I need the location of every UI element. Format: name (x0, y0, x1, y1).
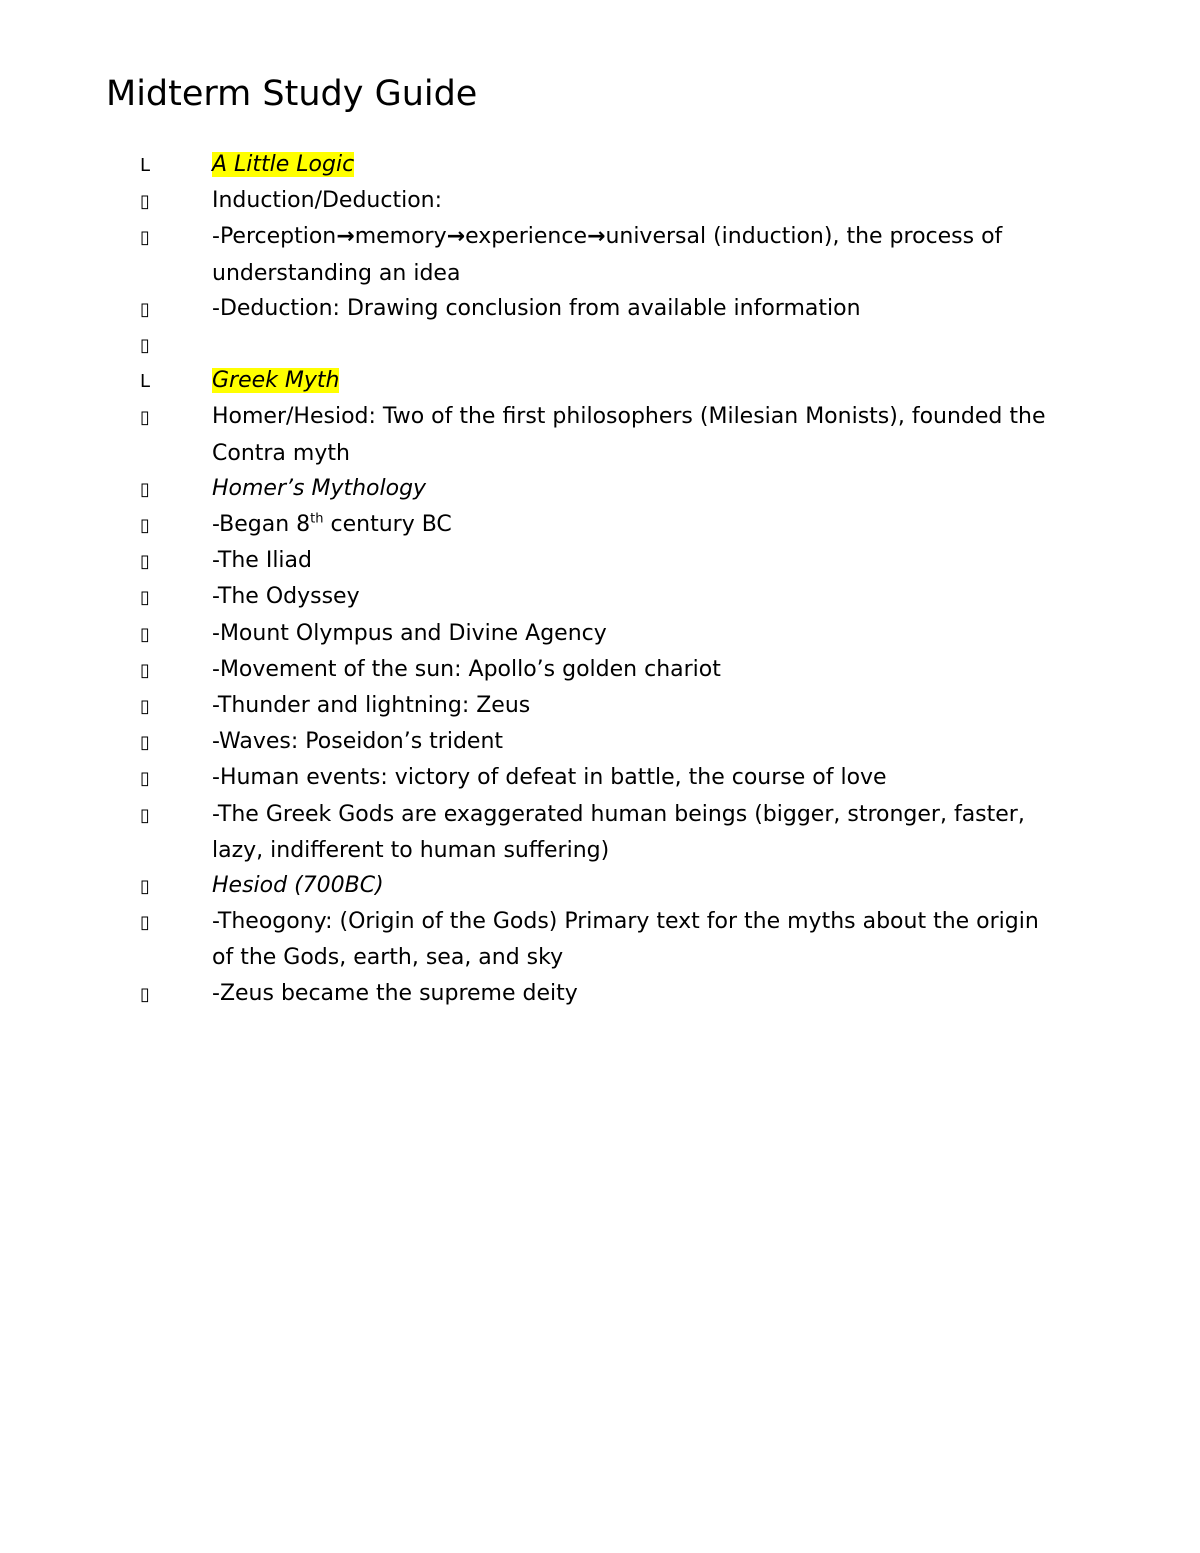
list-item: ▯ -Movement of the sun: Apollo’s golden chariot (140, 652, 1060, 688)
bullet-icon: ▯ (140, 876, 150, 898)
bullet-icon: ▯ (140, 191, 150, 213)
bullet-icon: ▯ (140, 551, 150, 573)
study-guide-body (140, 147, 1060, 1012)
list-item: ▯ -Zeus became the supreme deity (140, 976, 1060, 1012)
bullet-icon: ▯ (140, 227, 150, 249)
subsection-heading: ▯ Hesiod (700BC) (140, 868, 1060, 904)
bullet-icon: ▯ (140, 983, 150, 1005)
section-heading: L Greek Myth (140, 363, 1060, 399)
bullet-icon: ▯ (140, 696, 150, 718)
list-item: ▯ -Deduction: Drawing conclusion from available information (140, 291, 1060, 327)
subsection-heading: ▯ Homer’s Mythology (140, 471, 1060, 507)
list-item: ▯ -The Odyssey (140, 579, 1060, 615)
list-item: ▯ -Began 8th century BC (140, 507, 1060, 543)
page-title: Midterm Study Guide (106, 74, 478, 114)
list-item: ▯ -Mount Olympus and Divine Agency (140, 616, 1060, 652)
bullet-icon: ▯ (140, 768, 150, 790)
arrow-icon: → (587, 224, 606, 250)
bullet-icon: ▯ (140, 659, 150, 681)
list-item: ▯ -Perception→memory→experience→universal (induction), the process of understanding an idea (140, 219, 1060, 290)
list-item: ▯ -Theogony: (Origin of the Gods) Primary text for the myths about the origin of the Gods, earth, sea, and sky (140, 904, 1060, 975)
list-item: ▯ -The Iliad (140, 543, 1060, 579)
bullet-icon: ▯ (140, 515, 150, 537)
list-item: ▯ Homer/Hesiod: Two of the first philosophers (Milesian Monists), founded the Contra myth (140, 399, 1060, 470)
bullet-icon: L (140, 155, 151, 176)
bullet-icon: ▯ (140, 623, 150, 645)
arrow-icon: → (446, 224, 466, 250)
bullet-icon: ▯ (140, 732, 150, 754)
bullet-icon: ▯ (140, 298, 150, 320)
arrow-icon: → (336, 224, 355, 250)
list-item: ▯ Induction/Deduction: (140, 183, 1060, 219)
section-heading: L A Little Logic (140, 147, 1060, 183)
bullet-icon: ▯ (140, 478, 150, 500)
bullet-icon: ▯ (140, 407, 150, 429)
empty-list-item (140, 327, 1060, 363)
list-item: ▯ -The Greek Gods are exaggerated human beings (bigger, stronger, faster, lazy, indifferent to human suffering) (140, 797, 1060, 868)
bullet-icon: ▯ (140, 587, 150, 609)
list-item: ▯ -Waves: Poseidon’s trident (140, 724, 1060, 760)
list-item: ▯ -Human events: victory of defeat in battle, the course of love (140, 760, 1060, 796)
bullet-icon: ▯ (140, 804, 150, 826)
bullet-icon: ▯ (140, 335, 150, 357)
list-item: ▯ -Thunder and lightning: Zeus (140, 688, 1060, 724)
bullet-icon: ▯ (140, 912, 150, 934)
bullet-icon: L (140, 371, 151, 393)
